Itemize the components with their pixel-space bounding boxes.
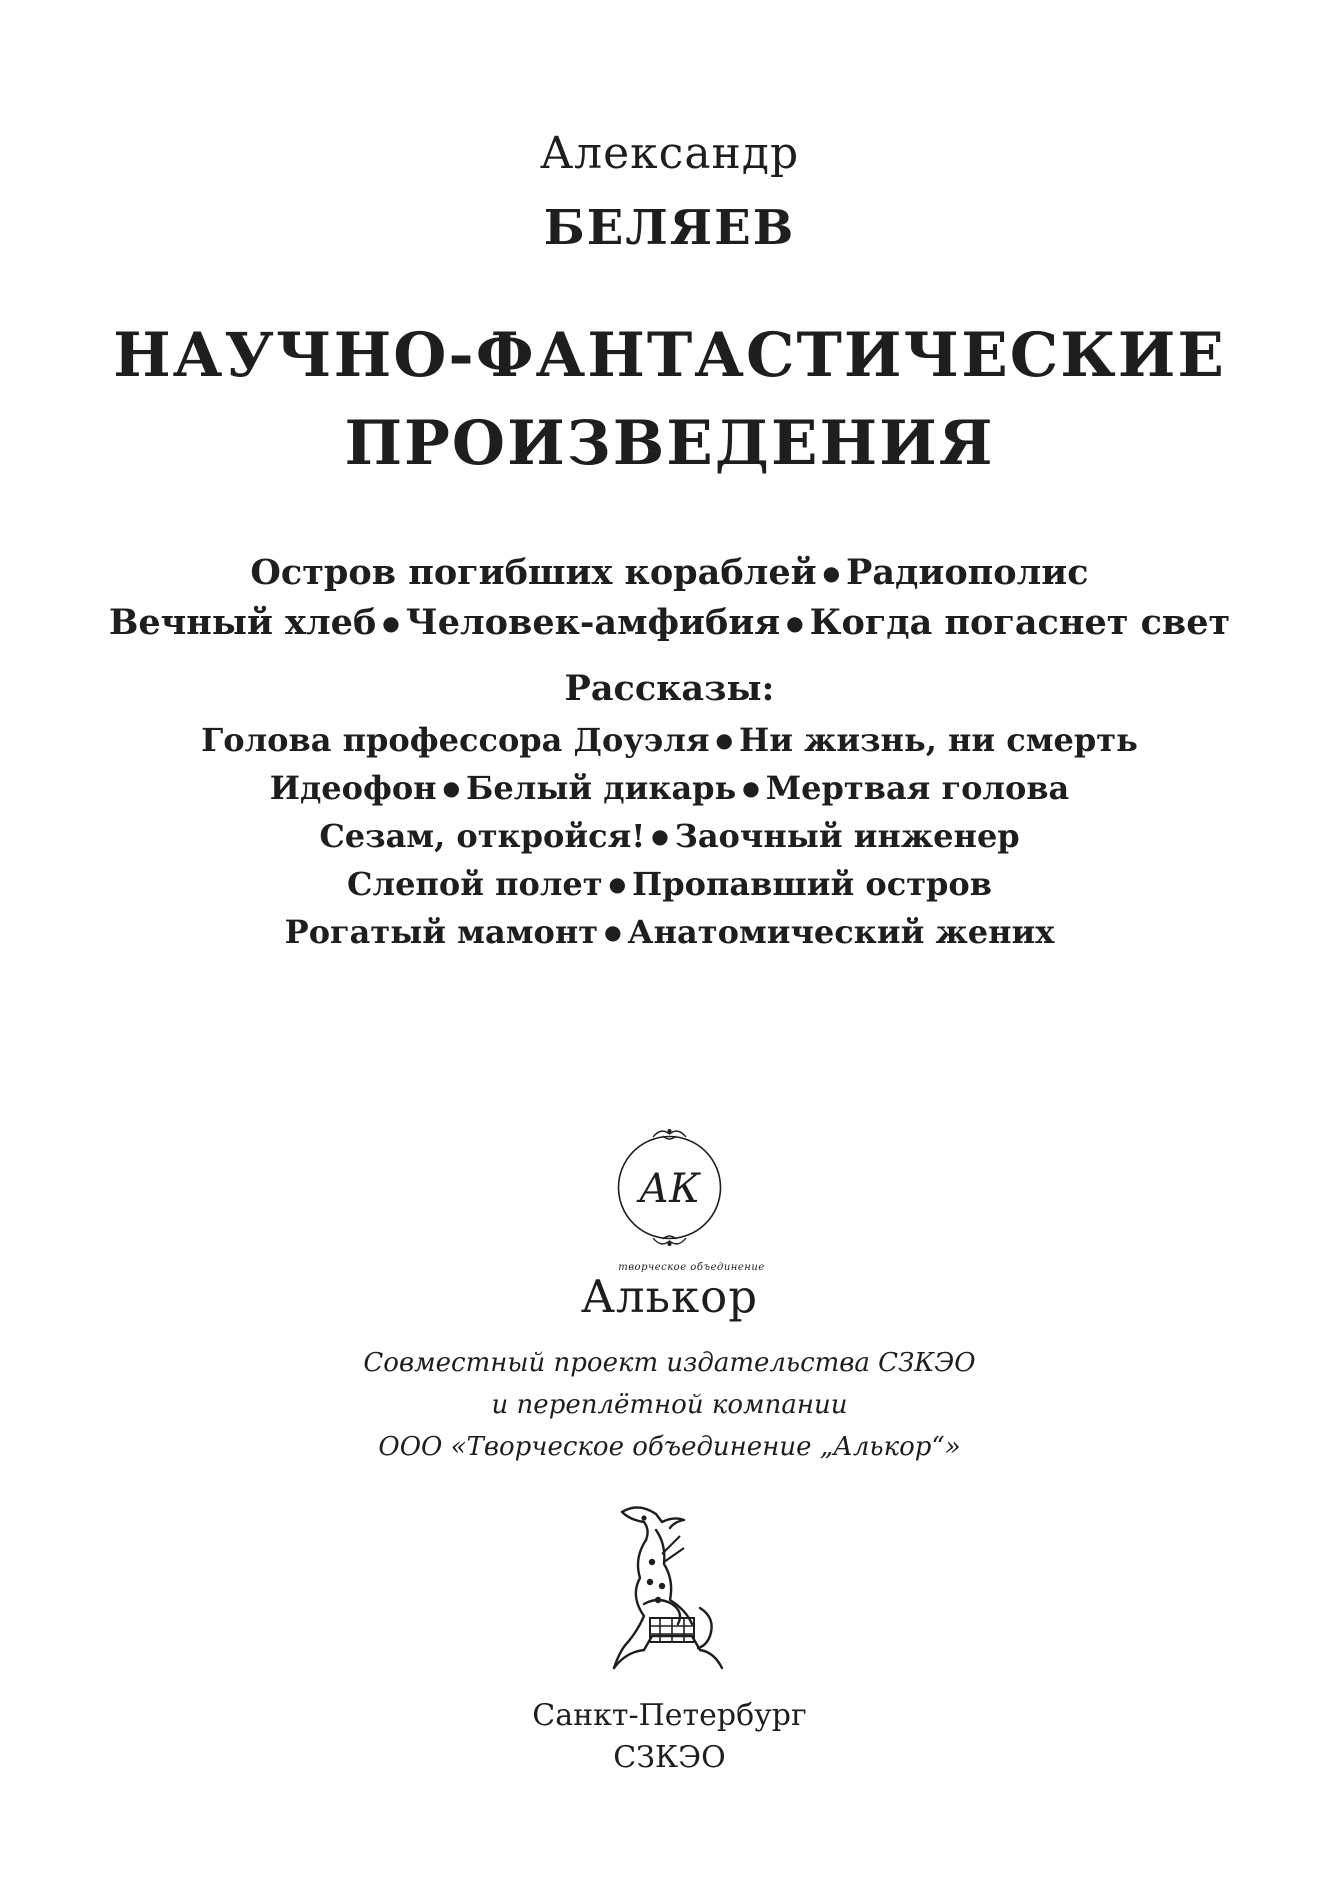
author-last-name: БЕЛЯЕВ bbox=[543, 200, 796, 256]
joint-project-line: Совместный проект издательства СЗКЭО bbox=[363, 1348, 976, 1378]
publisher-name: Алькор bbox=[580, 1270, 759, 1323]
joint-project-line: ООО «Творческое объединение „Алькор“» bbox=[378, 1432, 961, 1462]
novel-title: Человек-амфибия bbox=[405, 602, 781, 643]
author-first-name: Александр bbox=[539, 128, 800, 179]
novel-title: Вечный хлеб bbox=[108, 602, 377, 643]
dragon-printer-mark-icon bbox=[600, 1500, 730, 1670]
story-title: Слепой полет bbox=[347, 865, 603, 903]
story-title: Сезам, откройся! bbox=[319, 817, 646, 855]
story-title: Заочный инженер bbox=[674, 817, 1020, 855]
book-title-line-2: ПРОИЗВЕДЕНИЯ bbox=[344, 408, 995, 479]
novels-line bbox=[0, 598, 1339, 648]
stories-line bbox=[0, 716, 1339, 764]
story-title: Рогатый мамонт bbox=[284, 913, 599, 951]
joint-project-line: и переплётной компании bbox=[491, 1390, 848, 1420]
stories-line bbox=[0, 908, 1339, 956]
logo-tagline: творческое объединение bbox=[618, 1262, 765, 1273]
stories-heading: Рассказы: bbox=[564, 668, 775, 709]
novel-title: Когда погаснет свет bbox=[809, 602, 1231, 643]
story-title: Пропавший остров bbox=[632, 865, 992, 903]
bullet-separator: ● bbox=[715, 728, 733, 752]
book-title-line-1: НАУЧНО-ФАНТАСТИЧЕСКИЕ bbox=[113, 320, 1226, 391]
story-title: Идеофон bbox=[269, 769, 437, 807]
bullet-separator: ● bbox=[608, 872, 627, 896]
bullet-separator: ● bbox=[742, 776, 760, 800]
stories-line bbox=[0, 764, 1339, 812]
bullet-separator: ● bbox=[604, 920, 622, 944]
story-title: Белый дикарь bbox=[466, 769, 737, 807]
bullet-separator: ● bbox=[651, 824, 669, 848]
stories-line bbox=[0, 812, 1339, 860]
imprint-publisher: СЗКЭО bbox=[613, 1740, 726, 1775]
logo-monogram: АК bbox=[638, 1166, 701, 1212]
joint-project-note bbox=[0, 1342, 1339, 1468]
bullet-separator: ● bbox=[442, 776, 461, 800]
bullet-separator: ● bbox=[822, 561, 841, 585]
story-title: Голова профессора Доуэля bbox=[201, 721, 710, 759]
story-title: Ни жизнь, ни смерть bbox=[738, 721, 1138, 759]
story-title: Анатомический жених bbox=[627, 913, 1055, 951]
alkor-monogram-logo-icon bbox=[607, 1125, 732, 1250]
novel-title: Остров погибших кораблей bbox=[250, 552, 817, 593]
bullet-separator: ● bbox=[786, 611, 804, 635]
imprint bbox=[0, 1695, 1339, 1779]
story-title: Мертвая голова bbox=[765, 769, 1070, 807]
imprint-city: Санкт-Петербург bbox=[532, 1698, 807, 1733]
stories-list bbox=[0, 716, 1339, 956]
novels-line bbox=[0, 548, 1339, 598]
novel-title: Радиополис bbox=[846, 552, 1089, 593]
novels-list bbox=[0, 548, 1339, 648]
stories-line bbox=[0, 860, 1339, 908]
bullet-separator: ● bbox=[382, 611, 400, 635]
